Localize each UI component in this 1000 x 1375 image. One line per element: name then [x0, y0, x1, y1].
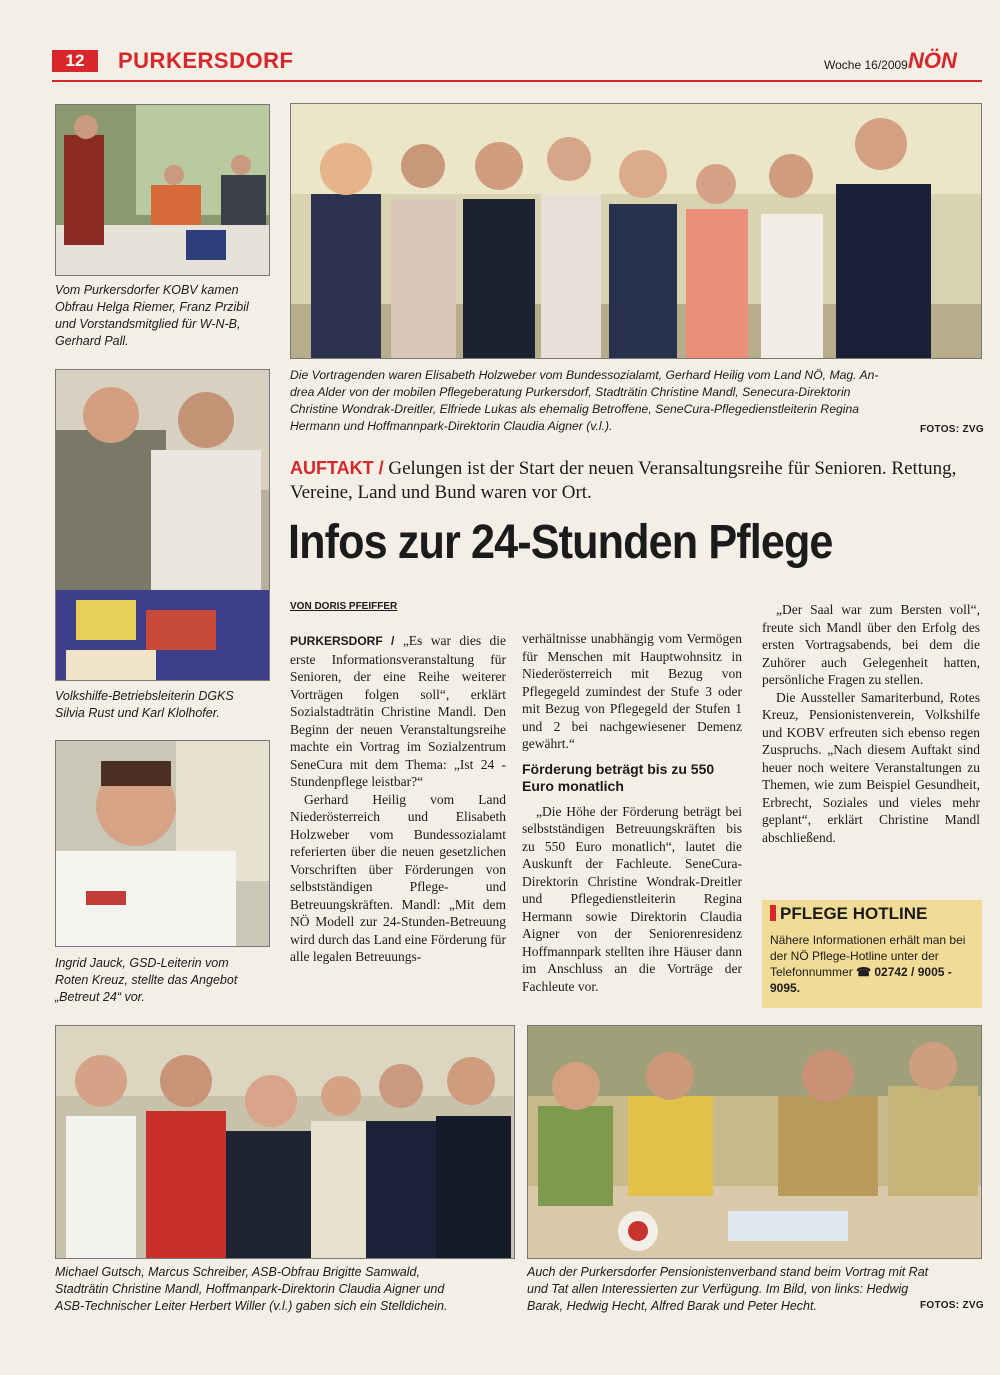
paragraph: verhältnisse unabhängig vom Vermögen für Menschen mit Hauptwohnsitz in Niederösterreich mit Bezug von Pflegegeld zumindest der Stufe 3 oder mit Bezug von Pflegegeld der Stufen 1 und 2 bei nachgewiesener Demenz gewährt.“: [522, 631, 742, 751]
hotline-description: Nähere Informationen erhält man bei der NÖ Pflege-Hotline unter der Telefonnummer: [770, 933, 966, 979]
caption-line: und Tat allen Interessierten zur Verfügung. Im Bild, von links: Hedwig: [527, 1282, 909, 1296]
article-lead: [290, 456, 980, 505]
caption-line: „Betreut 24“ vor.: [55, 990, 145, 1004]
article-column-1: [290, 632, 506, 966]
photo-asb: [55, 1025, 515, 1259]
article-column-2: [522, 630, 742, 995]
caption-line: Volkshilfe-Betriebsleiterin DGKS: [55, 689, 234, 703]
caption-pensionisten: [527, 1264, 982, 1315]
photo-kobv: [55, 104, 270, 276]
caption-line: Die Vortragenden waren Elisabeth Holzweber vom Bundessozialamt, Gerhard Heilig vom Land NÖ, Mag. An-: [290, 368, 879, 382]
caption-line: ASB-Technischer Leiter Herbert Willer (v.l.) gaben sich ein Stelldichein.: [55, 1299, 448, 1313]
photo-ingrid: [55, 740, 270, 947]
photo-volkshilfe: [55, 369, 270, 681]
caption-line: Michael Gutsch, Marcus Schreiber, ASB-Obfrau Brigitte Samwald,: [55, 1265, 420, 1279]
newspaper-logo: NÖN: [908, 48, 957, 73]
article-lead-text: Gelungen ist der Start der neuen Veransaltungsreihe für Senioren. Rettung, Vereine, Land und Bund waren vor Ort.: [290, 458, 957, 503]
caption-line: Christine Wondrak-Dreitler, Elfriede Lukas als ehemalig Betroffene, SeneCura-Pflegedienstleiterin Regina: [290, 402, 860, 416]
caption-kobv: [55, 282, 270, 350]
article-column-3: [762, 601, 980, 846]
hotline-phone: ☎ 02742 / 9005 - 9095.: [770, 965, 952, 995]
caption-main-photo: [290, 367, 980, 435]
caption-volkshilfe: [55, 688, 270, 722]
caption-line: Ingrid Jauck, GSD-Leiterin vom: [55, 956, 229, 970]
photo-main-group: [290, 103, 982, 359]
caption-line: Vom Purkersdorfer KOBV kamen: [55, 283, 239, 297]
article-kicker: AUFTAKT /: [290, 458, 384, 478]
paragraph: [290, 632, 506, 791]
caption-line: Hermann und Hoffmannpark-Direktorin Claudia Aigner (v.l.).: [290, 419, 613, 433]
caption-ingrid: [55, 955, 270, 1006]
issue-week: Woche 16/2009: [824, 58, 908, 72]
hotline-title-text: PFLEGE HOTLINE: [780, 904, 928, 923]
paragraph: „Die Höhe der Förderung beträgt bei selbstständigen Betreuungskräften bis zu 550 Euro monatlich“, lautet die Auskunft der Fachleute. SeneCura-Direktorin Christine Wondrak-Dreitler und Pflegedienstleiterin Regina Hermann sowie Direktorin Claudia Aigner von der Seniorenresidenz Hoffmannpark stellten ihre Häuser dann im Anschluss an die Vorträge der Fachleute vor.: [522, 803, 742, 994]
caption-line: Barak, Hedwig Hecht, Alfred Barak und Peter Hecht.: [527, 1299, 817, 1313]
caption-line: Obfrau Helga Riemer, Franz Przibil: [55, 300, 249, 314]
article-byline: VON DORIS PFEIFFER: [290, 601, 398, 612]
hotline-title: [770, 904, 927, 924]
header-rule: [52, 80, 982, 82]
article-headline: Infos zur 24-Stunden Pflege: [288, 516, 833, 569]
photo-credit-main: FOTOS: ZVG: [920, 424, 984, 435]
caption-line: und Vorstandsmitglied für W-N-B,: [55, 317, 241, 331]
caption-asb: [55, 1264, 515, 1315]
photo-credit-pensionisten: FOTOS: ZVG: [920, 1300, 984, 1311]
caption-line: Stadträtin Christine Mandl, Hoffmanpark-Direktorin Claudia Aigner und: [55, 1282, 445, 1296]
paragraph: Die Aussteller Samariterbund, Rotes Kreuz, Pensionistenverein, Volkshilfe und KOBV erfreuten sich ebenso regen Zuspruchs. „Nach diesem Auftakt sind heuer noch weitere Veranstaltungen zu Themen, wie zum Beispiel Gesundheit, Erbrecht, Soziales und vieles mehr geplant“, erklärt Christine Mandl abschließend.: [762, 689, 980, 845]
caption-line: Silvia Rust und Karl Klolhofer.: [55, 706, 220, 720]
caption-line: Gerhard Pall.: [55, 334, 129, 348]
caption-line: Auch der Purkersdorfer Pensionistenverband stand beim Vortrag mit Rat: [527, 1265, 929, 1279]
page-number: 12: [52, 50, 98, 72]
hotline-text: [770, 932, 978, 996]
photo-pensionisten: [527, 1025, 982, 1259]
caption-line: Roten Kreuz, stellte das Angebot: [55, 973, 238, 987]
hotline-box: [762, 900, 982, 1008]
hotline-marker: [770, 905, 776, 921]
article-subheading: Förderung beträgt bis zu 550 Euro monatlich: [522, 760, 715, 794]
paragraph-text: „Es war dies die erste Informationsveranstaltung für Senioren, der eine Reihe weiterer Vorträgen folgen soll“, erklärt Sozialstadträtin Christine Mandl. Den Beginn der neuen Veranstaltungsreihe machte ein Vortrag im Sozialzentrum SeneCura mit dem Thema: „Ist 24 - Stundenpflege leistbar?“: [290, 633, 507, 789]
article-location: PURKERSDORF /: [290, 634, 395, 648]
section-title: PURKERSDORF: [118, 48, 294, 73]
paragraph: „Der Saal war zum Bersten voll“, freute sich Mandl über den Erfolg des ersten Vortragsabends, bei dem die Zuhörer auch Gelegenheit hatten, persönliche Fragen zu stellen.: [762, 602, 980, 687]
paragraph: Gerhard Heilig vom Land Niederösterreich und Elisabeth Holzweber vom Bundessozialamt referierten über die neuen gesetzlichen Vorschriften über Förderungen von selbstständigen Pflege- und Betreuungskräften. Mandl: „Mit dem NÖ Modell zur 24-Stunden-Betreuung wird durch das Land eine Förderung für alle legalen Betreuungs-: [290, 791, 506, 964]
caption-line: drea Alder von der mobilen Pflegeberatung Purkersdorf, Stadträtin Christine Mandl, Senecura-Direktorin: [290, 385, 851, 399]
